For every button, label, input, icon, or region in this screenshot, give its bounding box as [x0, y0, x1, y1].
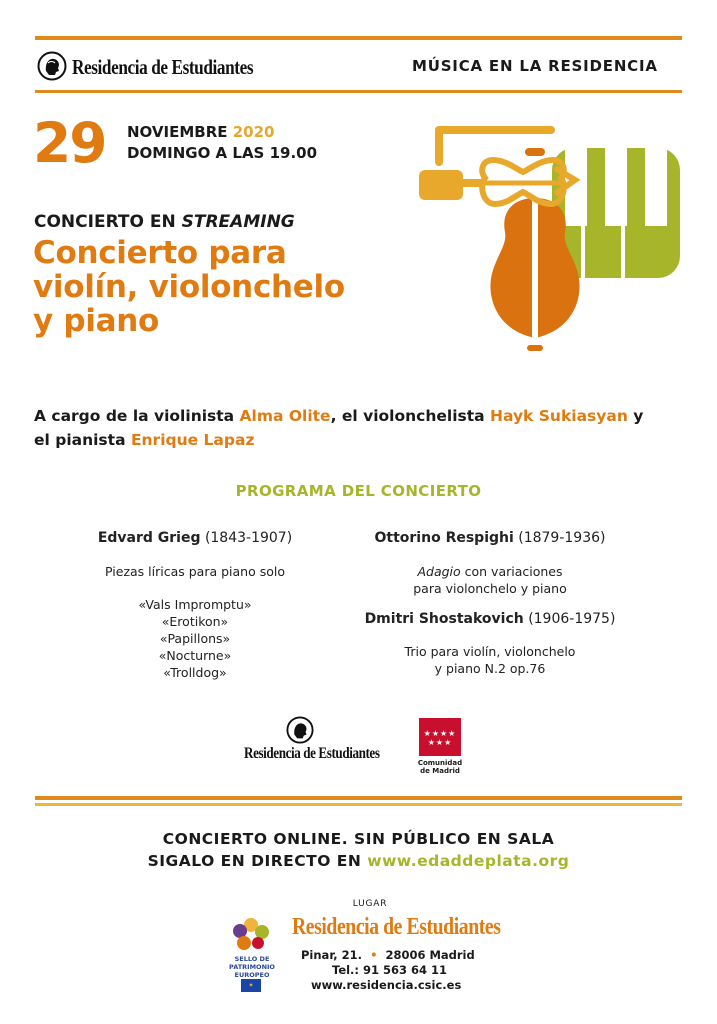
work-shostakovich-line1: Trio para violín, violonchelo: [404, 644, 576, 659]
date-month-year: [127, 122, 274, 142]
performer-piano: Enrique Lapaz: [130, 431, 255, 449]
piece-item: «Trolldog»: [163, 665, 227, 680]
residencia-head-icon: [37, 51, 67, 81]
composer-shostakovich: Dmitri Shostakovich: [364, 611, 524, 627]
work-shostakovich-line2: y piano N.2 op.76: [434, 661, 546, 676]
residencia-logo: [37, 51, 67, 85]
date-month: NOVIEMBRE: [127, 123, 228, 141]
pieces-list: [60, 596, 330, 681]
comunidad-madrid-flag: [419, 718, 461, 756]
top-rule-lower: [35, 90, 682, 93]
notice-url-link[interactable]: www.edaddeplata.org: [367, 852, 570, 870]
date-time: DOMINGO A LAS 19.00: [127, 144, 318, 162]
performers-text-2: , el violonchelista: [330, 407, 490, 425]
program-heading: PROGRAMA DEL CONCIERTO: [235, 482, 482, 500]
venue-address: [301, 948, 475, 962]
stars-icon: ★★★★ ★★★: [423, 729, 457, 747]
piece-item: «Vals Impromptu»: [138, 597, 252, 612]
cam-line1: Comunidad: [417, 759, 463, 767]
sello-line1: SELLO DE: [234, 955, 270, 963]
venue-label: LUGAR: [352, 899, 388, 909]
composer-respighi: Ottorino Respighi: [374, 530, 514, 546]
event-title-line3: y piano: [33, 303, 160, 339]
sello-line2: PATRIMONIO EUROPEO: [229, 963, 275, 979]
series-title: MÚSICA EN LA RESIDENCIA: [412, 57, 658, 75]
program-right-column: [350, 528, 630, 677]
event-title-line2: violín, violonchelo: [33, 269, 345, 305]
work-grieg: Piezas líricas para piano solo: [105, 564, 285, 579]
cam-line2: de Madrid: [420, 767, 460, 775]
composer-grieg: Edvard Grieg: [97, 530, 201, 546]
venue-name: Residencia de Estudiantes: [292, 914, 501, 940]
header-logo-text: Residencia de Estudiantes: [72, 55, 254, 79]
piece-item: «Nocturne»: [158, 648, 232, 663]
performer-violin: Alma Olite: [239, 407, 331, 425]
event-type-prefix: CONCIERTO EN: [34, 212, 182, 232]
top-rule-upper: [35, 36, 682, 40]
venue-phone: Tel.: 91 563 64 11: [332, 963, 448, 977]
work-respighi-rest: con variaciones: [460, 564, 563, 579]
composer-grieg-dates: (1843-1907): [204, 530, 293, 546]
work-respighi: [350, 563, 630, 580]
performers-text: [34, 404, 684, 452]
performers-text-4: el pianista: [34, 431, 131, 449]
residencia-head-icon: [286, 716, 314, 744]
venue-address-street: Pinar, 21.: [301, 948, 363, 962]
mid-rule-upper: [35, 796, 682, 800]
violin-icon: [419, 126, 575, 204]
performers-text-1: A cargo de la violinista: [34, 407, 240, 425]
date-day: 29: [33, 111, 106, 175]
event-type: [34, 211, 295, 233]
comunidad-madrid-label: [410, 759, 470, 775]
venue-web-link[interactable]: www.residencia.csic.es: [311, 978, 462, 992]
sponsor-residencia-text: Residencia de Estudiantes: [244, 745, 380, 762]
notice-prefix: SIGALO EN DIRECTO EN: [147, 852, 368, 870]
instruments-illustration: [415, 120, 687, 365]
work-respighi-emph: Adagio: [417, 564, 461, 579]
venue-bullet: •: [370, 948, 378, 962]
notice-line1: CONCIERTO ONLINE. SIN PÚBLICO EN SALA: [162, 830, 555, 848]
piece-item: «Papillons»: [159, 631, 231, 646]
composer-respighi-dates: (1879-1936): [518, 530, 606, 546]
performer-cello: Hayk Sukiasyan: [490, 407, 628, 425]
patrimonio-europeo-icon: [232, 917, 270, 951]
date-year: 2020: [232, 123, 275, 141]
performers-text-3: y: [627, 407, 644, 425]
piece-item: «Erotikon»: [161, 614, 229, 629]
notice-line2: [0, 850, 717, 872]
event-title-line1: Concierto para: [33, 235, 287, 271]
sello-patrimonio-label: [222, 955, 282, 979]
program-left-column: [60, 528, 330, 681]
event-title: [33, 236, 345, 338]
eu-flag-icon: ✶: [241, 979, 261, 992]
composer-shostakovich-dates: (1906-1975): [528, 611, 616, 627]
mid-rule-lower: [35, 803, 682, 806]
work-respighi-line2: para violonchelo y piano: [413, 581, 567, 596]
venue-address-city: 28006 Madrid: [385, 948, 475, 962]
event-type-emph: STREAMING: [181, 212, 295, 232]
